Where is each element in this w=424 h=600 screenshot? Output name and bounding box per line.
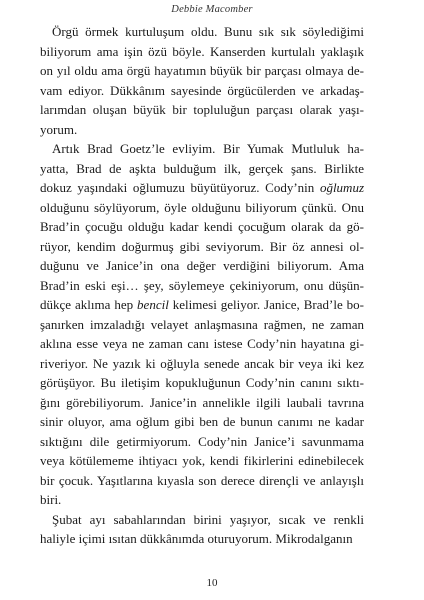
text-line	[40, 256, 364, 276]
text-line	[40, 451, 364, 471]
line-text: larımdan oluşan büyük bir topluluğun parçası olarak yaşı-	[40, 102, 364, 117]
text-line	[40, 315, 364, 335]
line-text: Artık Brad Goetz’le evliyim. Bir Yumak Mutluluk ha-	[52, 141, 364, 156]
text-line	[40, 42, 364, 62]
line-text: dükçe aklıma hep	[40, 297, 138, 312]
line-text: görüşüyor. Bu iletişim kopukluğunun Cody’nin canını sıktı-	[40, 375, 364, 390]
text-line	[40, 159, 364, 179]
line-text: dokuz yaşındaki oğlumuzu büyütüyoruz. Cody’nin	[40, 180, 320, 195]
text-line	[40, 529, 364, 549]
emphasis-text: oğlumuz	[319, 180, 364, 195]
paragraph	[40, 139, 364, 510]
text-line	[40, 471, 364, 491]
text-line	[40, 412, 364, 432]
page-body	[40, 22, 364, 549]
line-text: ğını görebiliyorum. Janice’in annelikle ilgili laubali tavrına	[40, 394, 364, 410]
line-text: Brad’in eski eşi… şey, söylemeye çekiniyorum, onu düşün-	[40, 277, 364, 293]
line-text: biliyorum ama işin özü böyle. Kanserden kurtulalı yaklaşık	[40, 43, 364, 59]
line-text: sinir oluyor, ama oğlum gibi ben de bunun canımı ne kadar	[40, 414, 364, 429]
line-text: yatta, Brad de aşkta bulduğum ilk, gerçek şans. Birlikte	[40, 160, 364, 176]
text-line	[40, 354, 364, 374]
line-text: Örgü örmek kurtuluşum oldu. Bunu sık sık söylediğimi	[52, 24, 364, 39]
line-text: yorum.	[40, 121, 78, 137]
text-line	[40, 510, 364, 530]
text-line	[40, 432, 364, 452]
line-text: şanırken imzaladığı velayet anlaşmasına rağmen, ne zaman	[40, 316, 364, 332]
line-text: aklına esse veya ne zaman canı istese Cody’nin hayatına gi-	[40, 336, 364, 351]
line-text: riveriyor. Ne yazık ki oğluyla senede ancak bir veya iki kez	[40, 355, 364, 371]
text-line	[40, 217, 364, 237]
text-line	[40, 276, 364, 296]
line-text: vam ediyor. Dükkânım sayesinde örgücülerden ve arkadaş-	[40, 82, 364, 98]
text-line	[40, 139, 364, 159]
line-text: sıktığını dile getirmiyorum. Cody’nin Janice’i savunmama	[40, 433, 364, 449]
text-line	[40, 100, 364, 120]
text-line	[40, 81, 364, 101]
line-text: biri.	[40, 492, 62, 507]
text-line	[40, 490, 364, 510]
text-line	[40, 393, 364, 413]
line-text-tail: kelimesi geliyor. Janice, Brad’le bo-	[168, 297, 365, 312]
text-line	[40, 295, 364, 315]
page-number: 10	[206, 577, 218, 589]
text-line	[40, 61, 364, 81]
line-text: veya kötülememe ihtiyacı yok, kendi fikirlerini edinebilecek	[40, 453, 364, 468]
text-line	[40, 237, 364, 257]
text-line	[40, 334, 364, 354]
text-line	[40, 373, 364, 393]
text-line	[40, 178, 364, 198]
paragraph	[40, 510, 364, 549]
line-text: duğunu ve Janice’in ona değer verdiğini biliyorum. Ama	[40, 258, 364, 273]
line-text: rüyor, kendim doğurmuş gibi seviyorum. Bir öz annesi ol-	[40, 238, 364, 254]
paragraph	[40, 22, 364, 139]
line-text: bir çocuk. Yaşıtlarına kıyasla son derece dirençli ve anlayışlı	[40, 472, 364, 488]
emphasis-text: bencil	[137, 297, 169, 312]
running-header: Debbie Macomber	[171, 4, 253, 15]
line-text: haliyle içimi ısıtan dükkânımda oturuyorum. Mikrodalganın	[40, 531, 353, 546]
text-line	[40, 22, 364, 42]
text-line	[40, 120, 364, 140]
line-text: on yıl oldu ama örgü hayatımın büyük bir parçası olmaya de-	[40, 63, 364, 78]
text-line	[40, 198, 364, 218]
line-text: Brad’in çocuğu olduğu kadar kendi çocuğum olarak da gö-	[40, 219, 364, 234]
line-text: olduğunu söylüyorum, öyle olduğunu biliyorum çünkü. Onu	[40, 199, 364, 215]
line-text: Şubat ayı sabahlarından birini yaşıyor, sıcak ve renkli	[52, 511, 364, 527]
